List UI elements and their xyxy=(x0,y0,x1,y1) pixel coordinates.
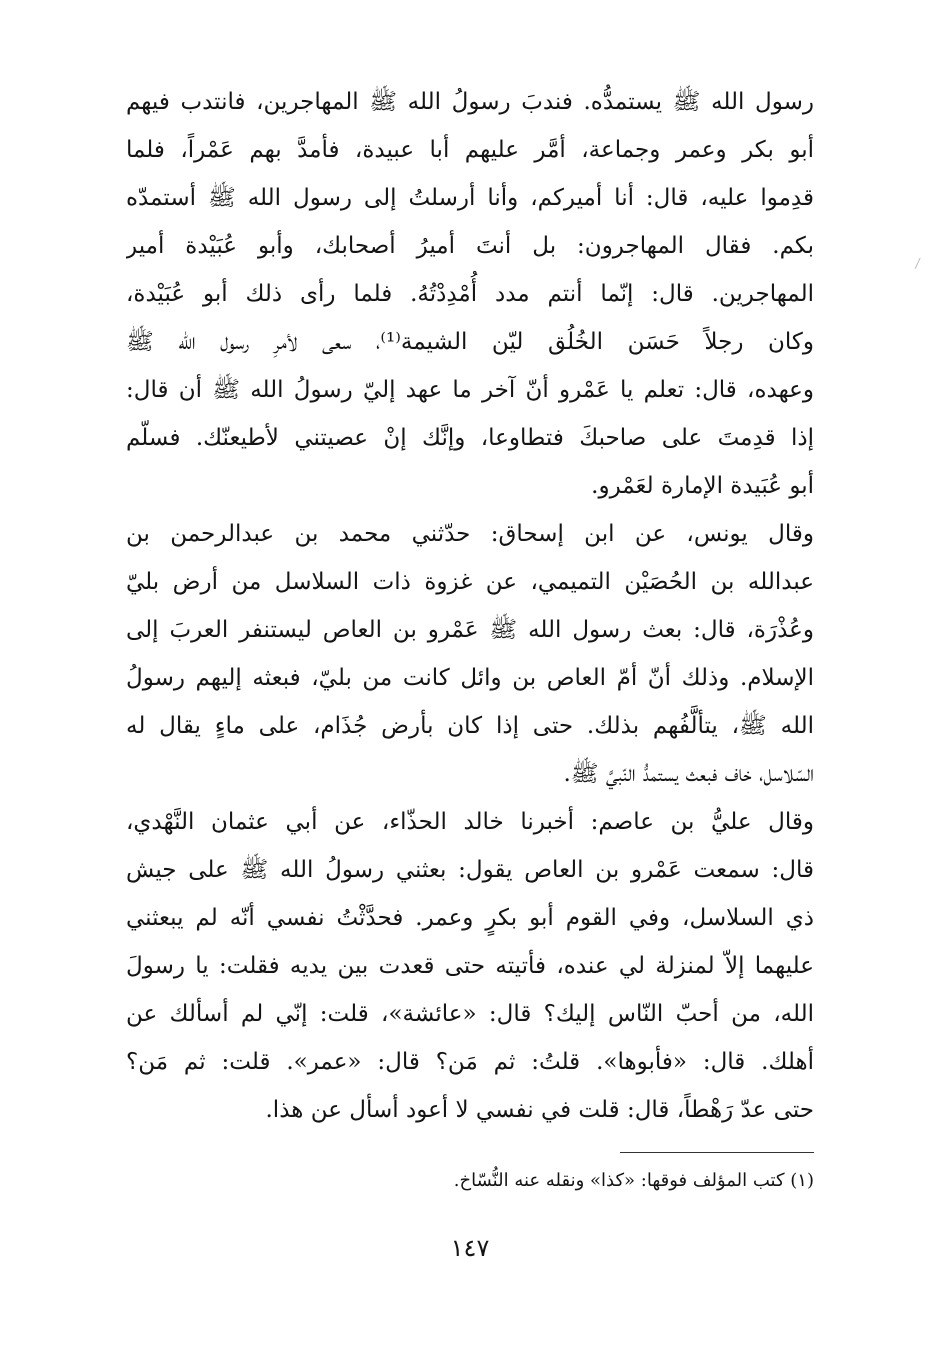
paragraph-2 xyxy=(126,510,814,798)
footnote: (١) كتب المؤلف فوقها: «كذا» ونقله عنه النُّسّاخ. xyxy=(453,1170,814,1191)
footnote-separator xyxy=(620,1152,814,1153)
text-line: قال: سمعت عَمْرو بن العاص يقول: بعثني رسولُ الله ﷺ على جيش xyxy=(126,857,814,883)
text-line: الله ﷺ، يتألَّفُهم بذلك. حتى إذا كان بأرض جُذَام، على ماءٍ يقال له xyxy=(126,713,814,739)
text-line: حتى عدّ رَهْطاً، قال: قلت في نفسي لا أعود أسأل عن هذا. xyxy=(265,1097,814,1123)
text-line: أبو بكر وعمر وجماعة، أمَّر عليهم أبا عبيدة، فأمدَّ بهم عَمْراً، فلما xyxy=(126,137,814,163)
text-line: رسول الله ﷺ يستمدُّه. فندبَ رسولُ الله ﷺ المهاجرين، فانتدب فيهم xyxy=(126,89,814,115)
text-line: وقال يونس، عن ابن إسحاق: حدّثني محمد بن عبدالرحمن بن xyxy=(126,521,814,547)
text-line: المهاجرين. قال: إنّما أنتم مدد أُمْدِدْتُهُ. فلما رأى ذلك أبو عُبَيْدة، xyxy=(126,281,814,307)
text-line: إذا قدِمتَ على صاحبكَ فتطاوعا، وإنَّك إنْ عصيتني لأطيعنّك. فسلّم xyxy=(126,425,814,451)
text-line: عليهما إلاّ لمنزلة لي عنده، فأتيته حتى قعدت بين يديه فقلت: يا رسولَ xyxy=(126,953,814,979)
text-line: وعُذْرَة، قال: بعث رسول الله ﷺ عَمْرو بن العاص ليستنفر العربَ إلى xyxy=(126,617,814,643)
page-number: ١٤٧ xyxy=(450,1234,490,1262)
scan-mark xyxy=(915,258,924,271)
text-line: وقال عليُّ بن عاصم: أخبرنا خالد الحذّاء، عن أبي عثمان النَّهْدي، xyxy=(126,809,814,835)
paragraph-3 xyxy=(126,798,814,1134)
text-line: قدِموا عليه، قال: أنا أميركم، وأنا أرسلتُ إلى رسول الله ﷺ أستمدّه xyxy=(126,185,814,211)
text-line: وعهده، قال: تعلم يا عَمْرو أنّ آخر ما عهد إليّ رسولُ الله ﷺ أن قال: xyxy=(126,377,814,403)
text-line: الله، من أحبّ النّاس إليك؟ قال: «عائشة»، قلت: إنّي لم أسألك عن xyxy=(126,1001,814,1027)
text-line: وكان رجلاً حَسَن الخُلُق ليّن الشيمة⁽¹⁾، سعى لأمرِ رسول الله ﷺ xyxy=(126,329,814,355)
text-line: أبو عُبَيدة الإمارة لعَمْرو. xyxy=(591,473,814,499)
paragraph-1 xyxy=(126,78,814,510)
text-line: ذي السلاسل، وفي القوم أبو بكرٍ وعمر. فحدَّثْتُ نفسي أنّه لم يبعثني xyxy=(126,905,814,931)
text-line: السّلاسل، خاف فبعث يستمدُّ النّبيَّ ﷺ. xyxy=(563,761,814,787)
text-line: الإسلام. وذلك أنّ أمّ العاص بن وائل كانت من بليّ، فبعثه إليهم رسولُ xyxy=(126,665,814,691)
text-line: عبدالله بن الحُصَيْن التميمي، عن غزوة ذات السلاسل من أرض بليّ xyxy=(126,569,814,595)
text-line: أهلك. قال: «فأبوها». قلتُ: ثم مَن؟ قال: «عمر». قلت: ثم مَن؟ xyxy=(126,1049,814,1075)
text-line: بكم. فقال المهاجرون: بل أنتَ أميرُ أصحابك، وأبو عُبَيْدة أمير xyxy=(126,233,814,259)
